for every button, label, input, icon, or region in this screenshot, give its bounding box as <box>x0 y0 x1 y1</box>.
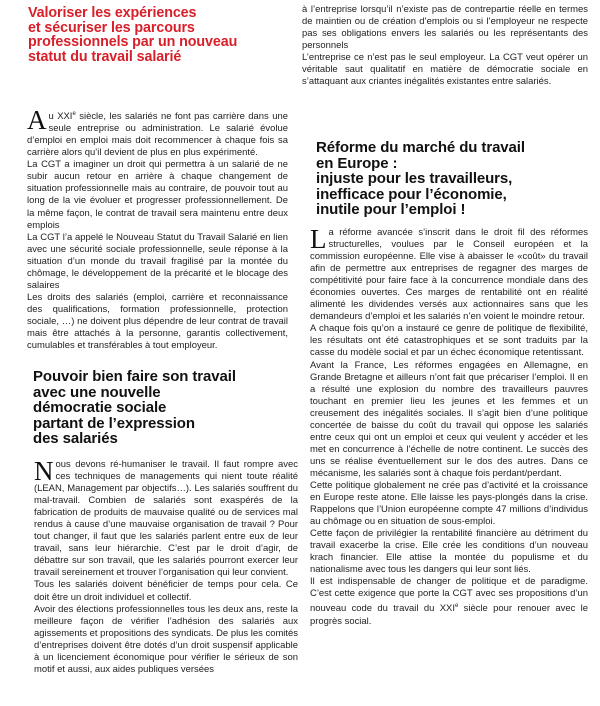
paragraph: Avant la France, Les réformes engagées en Allemagne, en Grande Bretagne et ailleurs n’ont fait que précariser l’emploi. Il en a résulté une explosion du nombre des travailleurs pauvres touchant en premier lieu les jeunes et les femmes et un creusement des inégalités sociales. Il s’agit bien d’une politique concertée de baisse du coût du travail qui oppose les salariés entre ceux qui ont un emploi et ceux qui veulent y accéder et les met en concurrence à l’échelle de notre continent. Le succès des uns se réalise éventuellement sur le dos des autres. Dans ce mécanisme, les salariés sont à chaque fois perdant/perdant. <box>310 359 588 479</box>
heading-line: Réforme du marché du travail <box>316 139 525 156</box>
paragraph-text: u XXI <box>48 111 73 123</box>
section3-body <box>310 224 589 628</box>
paragraph: La CGT l’a appelé le Nouveau Statut du Travail Salarié en lien avec une sécurité sociale professionnelle, seule réponse à la situation d’un monde du travail fragilisé par la montée du chômage, le développement de la précarité et le blocage des salaires <box>27 231 288 291</box>
dropcap: N <box>34 456 54 486</box>
heading-line: en Europe : <box>316 154 398 172</box>
paragraph <box>310 576 588 627</box>
heading-line: inutile pour l’emploi ! <box>316 201 466 218</box>
paragraph: Tous les salariés doivent bénéficier de temps pour cela. Ce doit être un droit individuel et collectif. <box>34 579 298 603</box>
paragraph-text: siècle pour renouer avec le progrès social. <box>310 603 589 627</box>
heading-line: statut du travail salarié <box>28 48 182 65</box>
heading-line: et sécuriser les parcours <box>28 19 195 36</box>
section1-heading <box>28 6 298 64</box>
heading-line: inefficace pour l’économie, <box>316 185 507 203</box>
paragraph: Avoir des élections professionnelles tous les deux ans, reste la meilleure façon de vérifier l’adhésion des salariés aux agissements et propositions des syndicats. De plus les comités d’entreprises doivent être dotés d’un droit suspensif applicable à un licenciement économique pour vérifier le sérieux de son motif et aussi, aux aides publiques versées <box>34 603 298 675</box>
section3-heading <box>316 140 588 218</box>
dropcap: L <box>310 224 327 254</box>
paragraph: A chaque fois qu’on a instauré ce genre de politique de flexibilité, les résultats ont été catastrophiques et se sont traduits par la casse du modèle social et par un échec économique retentissant. <box>310 323 588 359</box>
heading-line: partant de l’expression <box>33 414 195 432</box>
paragraph <box>27 105 288 159</box>
dropcap: A <box>27 105 47 135</box>
paragraph: L’entreprise ce n’est pas le seul employeur. La CGT veut opérer un véritable saut qualitatif en matière de démocratie sociale en s’attaquant aux criantes inégalités existantes entre salariés. <box>302 52 588 88</box>
superscript: e <box>72 111 76 117</box>
paragraph: Cette politique globalement ne crée pas d’activité et la croissance en Europe reste atone. Elle laisse les pays-plongés dans la crise. Rappelons que l’Union européenne compte 47 millions d’individus au chômage ou en situation de sous-emploi. <box>310 479 588 528</box>
paragraph-text: siècle, les salariés ne font pas carrière dans une seule entreprise ou administration. Le salarié évolue d’emploi en emploi mais doit recommencer à chaque fois sa carrière alors qu’il devient de plus en plus expérimenté. <box>27 111 288 159</box>
section2-heading <box>33 369 298 447</box>
paragraph <box>34 456 298 579</box>
section2-body <box>34 456 298 676</box>
heading-line: Valoriser les expériences <box>28 5 197 21</box>
heading-line: injuste pour les travailleurs, <box>316 170 513 187</box>
paragraph <box>310 224 588 323</box>
paragraph-text: a réforme avancée s’inscrit dans le droit fil des réformes structurelles, voulues par le Conseil européen et la commission européenne. Elle vise à abaisser le «coût» du travail afin de permettre aux entreprises de regagner des marges de compétitivité pour faire face à la concurrence mondiale dans des économies ouvertes. Ces marges de rentabilité ont en réalité alimenté les dividendes versés aux actionnaires sans que les demandeurs d’emploi et les salariés n’en voient le moindre retour. <box>310 227 588 323</box>
paragraph: Les droits des salariés (emploi, carrière et reconnaissance des qualifications, formation professionnelle, protection sociale, …) ne doivent plus dépendre de leur contrat de travail mais être attachés à la personne, garantis collectivement, cumulables et transférables à tout employeur. <box>27 291 288 352</box>
continued-text <box>302 4 588 88</box>
paragraph: La CGT a imaginer un droit qui permettra à un salarié de ne subir aucun retour en arrière à chaque changement de situation professionnelle mais au contraire, de pouvoir tout au long de la vie évoluer et progresser professionnellement. De la même façon, le contrat de travail sera maintenu entre deux emplois <box>27 159 288 231</box>
heading-line: des salariés <box>33 430 118 447</box>
heading-line: avec une nouvelle <box>33 383 161 401</box>
paragraph: Cette façon de privilégier la rentabilité financière au détriment du travail exacerbe la crise. Elle crée les conditions d’un nouveau krach financier. Elle attise la montée du populisme et du nationalisme avec tous les dangers qui leur sont liés. <box>310 528 588 576</box>
paragraph: à l’entreprise lorsqu’il n’existe pas de contrepartie réelle en termes de maintien ou de création d’emplois ou si l’employeur ne respecte pas ses obligations envers les salariés ou les représentants des personnels <box>302 4 588 52</box>
paragraph-text: Il est indispensable de changer de politique et de paradigme. C’est cette exigence que porte la CGT avec ses propositions d’un nouveau code du travail du XXI <box>310 576 588 615</box>
paragraph-text: ous devons ré-humaniser le travail. Il faut rompre avec ces techniques de managements qui nient toute réalité (LEAN, Management par objectifs…). Les salariés souffrent du mal-travail. Combien de salariés sont exaspérés de la fabrication de produits de mauvaise qualité ou de services mal rendus à cause d’une mauvaise organisation de travail ? Pour tout changer, il faut que les salariés parlent entre eux de leur travail, sans leur hiérarchie. C’est par le droit d’agir, de débattre sur son travail, que les salariés pourront exercer leur travail sereinement et trouver l’organisation qui leur convient. <box>34 459 298 579</box>
heading-line: démocratie sociale <box>33 399 167 416</box>
heading-line: Pouvoir bien faire son travail <box>33 368 236 385</box>
heading-line: professionnels par un nouveau <box>28 34 238 50</box>
section1-body <box>27 105 288 352</box>
superscript: e <box>454 603 459 610</box>
